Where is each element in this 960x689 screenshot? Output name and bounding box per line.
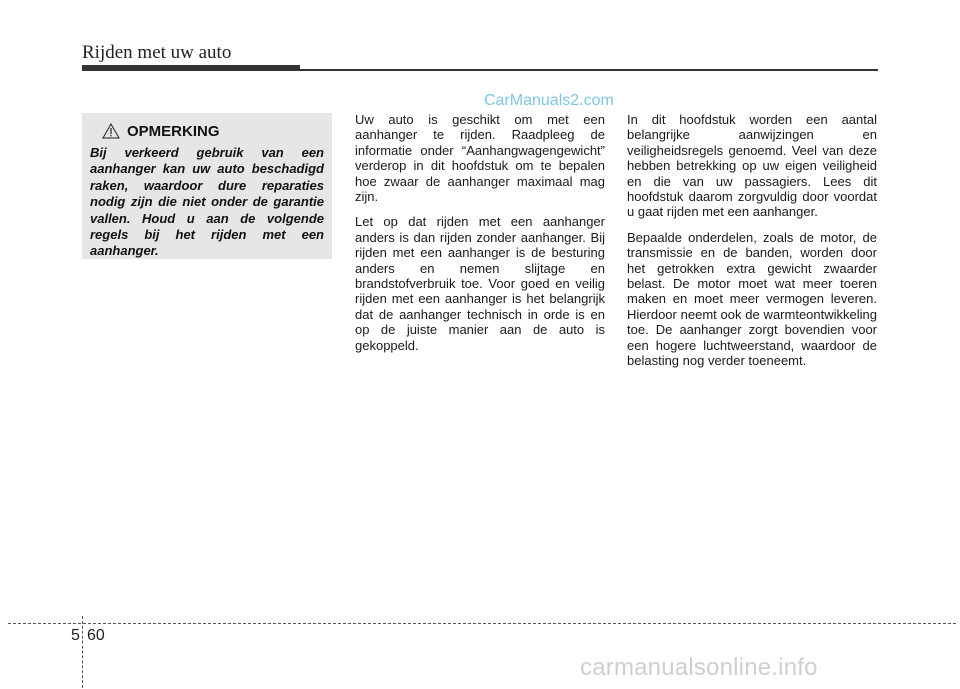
note-body: Bij verkeerd gebruik van een aanhanger kan uw auto beschadigd raken, waardoor dure reparaties nodig zijn die niet onder de garantie vallen. Houd u aan de volgende regels bij het rijden met een aanhanger.: [90, 145, 324, 259]
watermark-bottom[interactable]: carmanualsonline.info: [580, 654, 818, 681]
warning-triangle-icon: [102, 123, 120, 139]
footer-vertical-rule: [82, 616, 83, 688]
header-rule-thin: [300, 69, 878, 71]
middle-paragraph-2: Let op dat rijden met een aanhanger anders is dan rijden zonder aanhanger. Bij rijden met een aanhanger is de besturing anders en nemen slijtage en brandstofverbruik toe. Voor goed en veilig rijden met een aanhanger is het belangrijk dat de aanhanger technisch in orde is en op de juiste manier aan de auto is gekoppeld.: [355, 214, 605, 353]
right-column: [627, 112, 877, 379]
page-number: 60: [87, 627, 105, 644]
middle-column: [355, 112, 605, 363]
note-box: [82, 113, 332, 259]
header-rule-thick: [82, 65, 300, 71]
right-paragraph-1: In dit hoofdstuk worden een aantal belangrijke aanwijzingen en veiligheidsregels genoemd. Veel van deze hebben betrekking op uw eigen veiligheid en die van uw passagiers. Lees dit hoofdstuk daarom zorgvuldig door voordat u gaat rijden met een aanhanger.: [627, 112, 877, 220]
note-header: [102, 121, 324, 141]
middle-paragraph-1: Uw auto is geschikt om met een aanhanger te rijden. Raadpleeg de informatie onder “Aanhangwagengewicht” verderop in dit hoofdstuk om te bepalen hoe zwaar de aanhanger maximaal mag zijn.: [355, 112, 605, 205]
right-paragraph-2: Bepaalde onderdelen, zoals de motor, de transmissie en de banden, worden door het getrokken extra gewicht zwaarder belast. De motor moet wat meer toeren maken en moet meer vermogen leveren. Hierdoor neemt ook de warmteontwikkeling toe. De aanhanger zorgt bovendien voor een hogere luchtweerstand, waardoor de belasting nog verder toeneemt.: [627, 229, 877, 369]
chapter-number: 5: [71, 627, 80, 644]
watermark-top[interactable]: CarManuals2.com: [484, 92, 614, 109]
footer-rule: [8, 623, 956, 624]
note-title: OPMERKING: [127, 122, 220, 140]
header-title: Rijden met uw auto: [82, 42, 232, 63]
